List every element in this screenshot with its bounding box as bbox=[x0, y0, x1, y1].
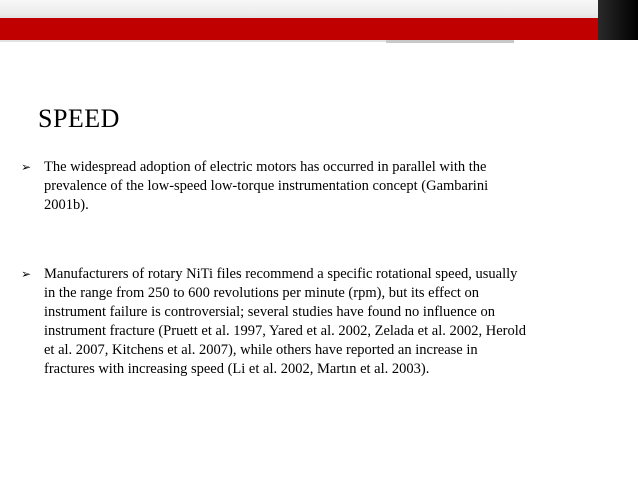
header-black-corner bbox=[598, 0, 638, 40]
bullet-text-line: 2001b). bbox=[44, 197, 89, 213]
bullet-text-line: Manufacturers of rotary NiTi files recommend a specific rotational speed, usually bbox=[44, 266, 518, 282]
bullet-text-line: in the range from 250 to 600 revolutions per minute (rpm), but its effect on bbox=[44, 285, 480, 301]
bullet-item-1 bbox=[21, 158, 489, 215]
bullet-text-line: The widespread adoption of electric motors has occurred in parallel with the bbox=[44, 159, 487, 175]
bullet-item-2 bbox=[21, 265, 526, 379]
bullet-text-line: et al. 2007, Kitchens et al. 2007), while others have reported an increase in bbox=[44, 342, 478, 358]
bullet-text-line: fractures with increasing speed (Li et al. 2002, Martın et al. 2003). bbox=[44, 361, 430, 377]
header-red-band bbox=[0, 18, 598, 40]
header-decoration bbox=[0, 0, 638, 22]
bullet-text-line: instrument failure is controversial; several studies have found no influence on bbox=[44, 304, 495, 320]
arrow-bullet-icon: ➢ bbox=[21, 160, 32, 174]
slide-title: SPEED bbox=[38, 104, 120, 133]
header-underline-light bbox=[0, 40, 386, 42]
arrow-bullet-icon: ➢ bbox=[21, 267, 32, 281]
header-underline-accent bbox=[386, 40, 514, 43]
bullet-text-line: instrument fracture (Pruett et al. 1997, Yared et al. 2002, Zelada et al. 2002, Herold bbox=[44, 323, 526, 339]
bullet-text-line: prevalence of the low-speed low-torque instrumentation concept (Gambarini bbox=[44, 178, 489, 194]
